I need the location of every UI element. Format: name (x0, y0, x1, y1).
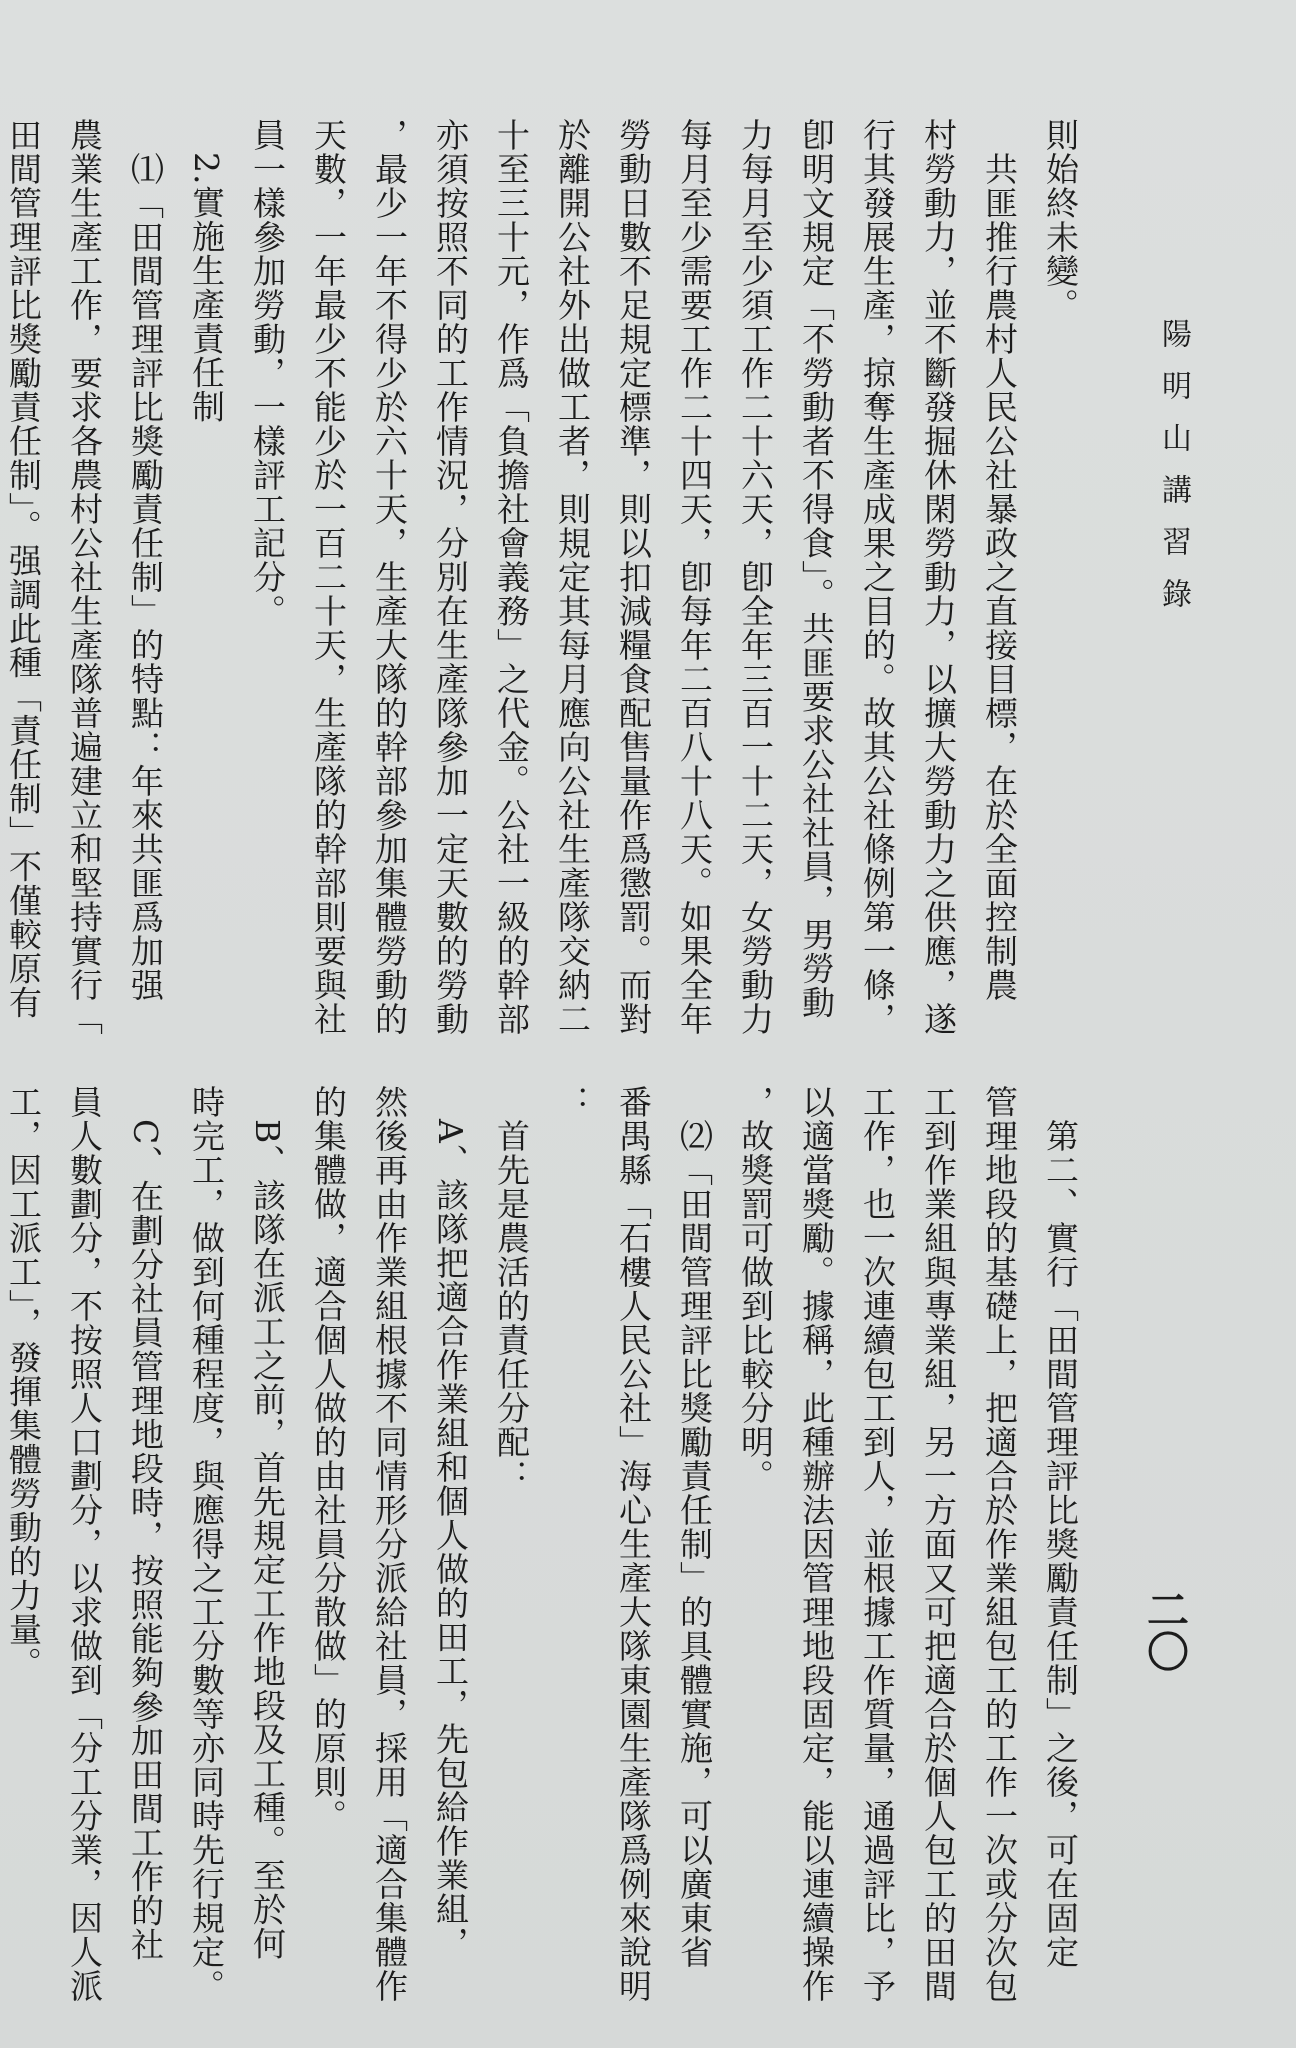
text-line: 工到作業組與專業組，另一方面又可把適合於個人包工的田間 (919, 1085, 958, 2003)
section-heading: 2.實施生產責任制 (187, 118, 226, 424)
text-line: 首先是農活的責任分配： (492, 1085, 531, 1493)
text-line: 村勞動力，並不斷發掘休閑勞動力，以擴大勞動力之供應，遂 (919, 118, 958, 1036)
text-line: 於離開公社外出做工者，則規定其每月應向公社生產隊交納二 (553, 118, 592, 1036)
text-line: 時完工，做到何種程度，與應得之工分數等亦同時先行規定。 (187, 1085, 226, 2003)
text-line: 天數，一年最少不能少於一百二十天，生產隊的幹部則要與社 (309, 118, 348, 1036)
text-line: C、在劃分社員管理地段時，按照能夠參加田間工作的社 (126, 1085, 165, 1962)
text-line: 的集體做，適合個人做的由社員分散做」的原則。 (309, 1085, 348, 1833)
text-line: ⑴「田間管理評比獎勵責任制」的特點：年來共匪爲加强 (126, 118, 165, 1002)
text-line: 勞動日數不足規定標準，則以扣減糧食配售量作爲懲罰。而對 (614, 118, 653, 1036)
running-header: 陽明山講習錄 (1156, 318, 1191, 630)
text-line: 工作，也一次連續包工到人，並根據工作質量，通過評比，予 (858, 1085, 897, 2003)
text-line: A、該隊把適合作業組和個人做的田工，先包給作業組， (431, 1085, 470, 1960)
text-line: 員一樣參加勞動，一樣評工記分。 (248, 118, 287, 628)
text-line: 每月至少需要工作二十四天，卽每年二百八十八天。如果全年 (675, 118, 714, 1036)
text-line: 以適當獎勵。據稱，此種辦法因管理地段固定，能以連續操作 (797, 1085, 836, 2003)
text-line: 田間管理評比獎勵責任制」。强調此種「責任制」不僅較原有 (4, 118, 43, 1020)
text-line: 行其發展生產，掠奪生產成果之目的。故其公社條例第一條， (858, 118, 897, 1036)
text-line: ，最少一年不得少於六十天，生產大隊的幹部參加集體勞動的 (370, 118, 409, 1036)
lower-text-block (4, 1085, 1091, 2003)
text-line: 番禺縣「石樓人民公社」海心生產大隊東園生產隊爲例來說明 (614, 1085, 653, 2003)
text-line: 力每月至少須工作二十六天，卽全年三百一十二天，女勞動力 (736, 118, 775, 1036)
text-line: ⑵「田間管理評比獎勵責任制」的具體實施，可以廣東省 (675, 1085, 714, 1969)
text-line: 管理地段的基礎上，把適合於作業組包工的工作一次或分次包 (980, 1085, 1019, 2003)
text-line: ： (553, 1085, 592, 1119)
text-line: 工，因工派工」，發揮集體勞動的力量。 (4, 1085, 43, 1681)
text-line: 第二、實行「田間管理評比獎勵責任制」之後，可在固定 (1041, 1085, 1080, 1969)
page-number: 二〇 (1141, 1588, 1190, 1672)
text-line: 然後再由作業組根據不同情形分派給社員，採用「適合集體作 (370, 1085, 409, 2003)
text-line: 共匪推行農村人民公社暴政之直接目標，在於全面控制農 (980, 118, 1019, 1002)
upper-text-block (4, 118, 1091, 1048)
text-line: 卽明文規定「不勞動者不得食」。共匪要求公社社員，男勞動 (797, 118, 836, 1020)
text-line: 農業生產工作，要求各農村公社生產隊普遍建立和堅持實行「 (65, 118, 104, 1036)
text-line: 亦須按照不同的工作情況，分別在生產隊參加一定天數的勞動 (431, 118, 470, 1036)
text-line: 則始終未變。 (1041, 118, 1080, 322)
text-line: B、該隊在派工之前，首先規定工作地段及工種。至於何 (248, 1085, 287, 1961)
text-line: 員人數劃分，不按照人口劃分，以求做到「分工分業，因人派 (65, 1085, 104, 2003)
text-line: 十至三十元，作爲「負擔社會義務」之代金。公社一級的幹部 (492, 118, 531, 1036)
text-line: ，故獎罰可做到比較分明。 (736, 1085, 775, 1493)
